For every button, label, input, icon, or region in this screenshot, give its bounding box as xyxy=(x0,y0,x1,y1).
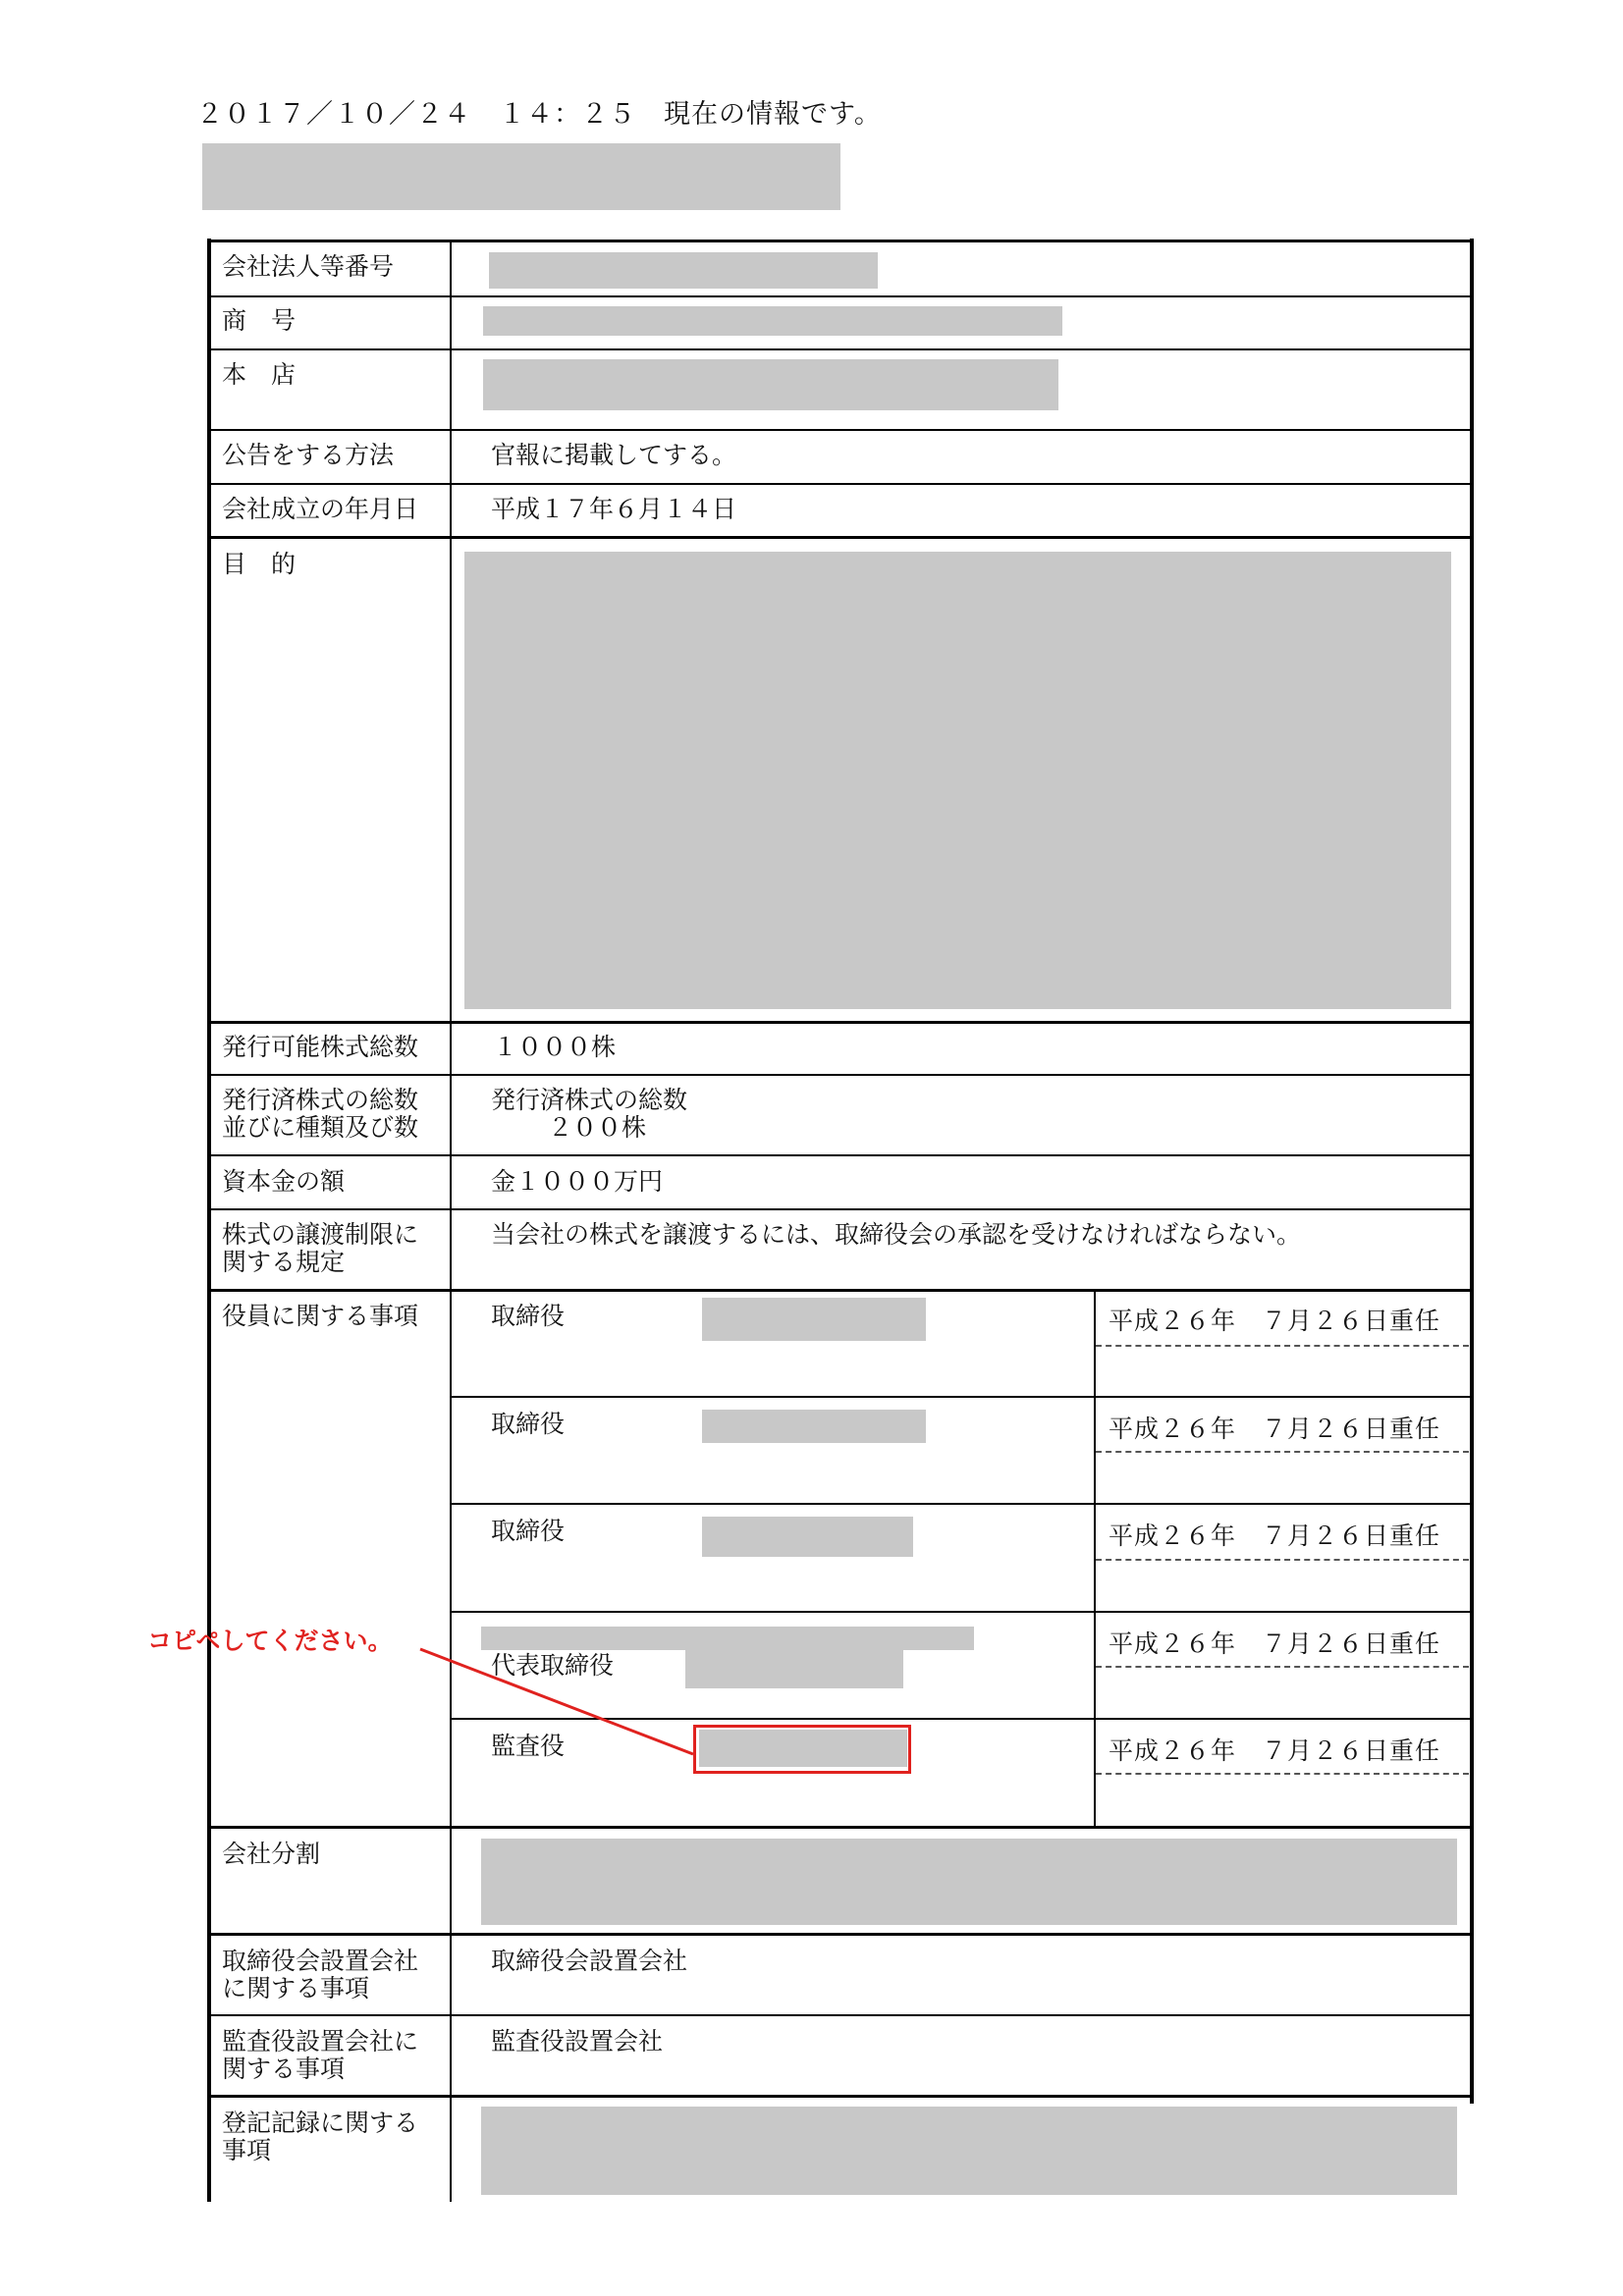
auditor-company-label-line1: 監査役設置会社に xyxy=(222,2027,419,2056)
purpose-label: 目 的 xyxy=(222,550,297,578)
officer-date: 平成２６年 ７月２６日重任 xyxy=(1109,1629,1441,1658)
capital-value: 金１０００万円 xyxy=(491,1167,664,1196)
auditor-company-value: 監査役設置会社 xyxy=(491,2027,664,2056)
issued-shares-value-line1: 発行済株式の総数 xyxy=(491,1086,688,1114)
board-company-value: 取締役会設置会社 xyxy=(491,1947,688,1975)
transfer-restriction-label-line1: 株式の譲渡制限に xyxy=(222,1220,419,1249)
public-notice-label: 公告をする方法 xyxy=(222,441,395,469)
officer-date: 平成２６年 ７月２６日重任 xyxy=(1109,1415,1441,1443)
issued-shares-label-line2: 並びに種類及び数 xyxy=(222,1113,419,1142)
transfer-restriction-label-line2: 関する規定 xyxy=(222,1248,346,1276)
transfer-restriction-value: 当会社の株式を譲渡するには、取締役会の承認を受けなければならない。 xyxy=(491,1220,1302,1249)
trade-name-label: 商 号 xyxy=(222,306,297,335)
board-company-label-line2: に関する事項 xyxy=(222,1974,370,2002)
issued-shares-value-line2: ２００株 xyxy=(548,1113,647,1142)
officer-role: 取締役 xyxy=(491,1302,566,1330)
head-office-label: 本 店 xyxy=(222,360,297,389)
corp-number-label: 会社法人等番号 xyxy=(222,252,395,281)
auditor-company-label-line2: 関する事項 xyxy=(222,2055,346,2083)
officer-date: 平成２６年 ７月２６日重任 xyxy=(1109,1307,1441,1335)
officer-role: 代表取締役 xyxy=(491,1651,615,1680)
officer-date: 平成２６年 ７月２６日重任 xyxy=(1109,1736,1441,1765)
officer-role: 取締役 xyxy=(491,1517,566,1545)
annotation-text: コピペしてください。 xyxy=(147,1627,393,1655)
authorized-shares-value: １０００株 xyxy=(493,1033,617,1061)
board-company-label-line1: 取締役会設置会社 xyxy=(222,1947,419,1975)
officer-role: 監査役 xyxy=(491,1732,566,1760)
officer-role: 取締役 xyxy=(491,1410,566,1438)
registration-record-label-line1: 登記記録に関する xyxy=(222,2109,419,2137)
company-split-label: 会社分割 xyxy=(222,1840,321,1868)
issued-shares-label-line1: 発行済株式の総数 xyxy=(222,1086,419,1114)
authorized-shares-label: 発行可能株式総数 xyxy=(222,1033,419,1061)
established-label: 会社成立の年月日 xyxy=(222,495,419,523)
established-value: 平成１７年６月１４日 xyxy=(491,495,737,523)
officers-label: 役員に関する事項 xyxy=(222,1302,419,1330)
annotation-highlight-box xyxy=(693,1725,911,1774)
timestamp-line: ２０１７／１０／２４ １４：２５ 現在の情報です。 xyxy=(196,99,882,130)
registration-record-label-line2: 事項 xyxy=(222,2136,272,2164)
public-notice-value: 官報に掲載してする。 xyxy=(491,441,737,469)
capital-label: 資本金の額 xyxy=(222,1167,346,1196)
officer-date: 平成２６年 ７月２６日重任 xyxy=(1109,1522,1441,1550)
